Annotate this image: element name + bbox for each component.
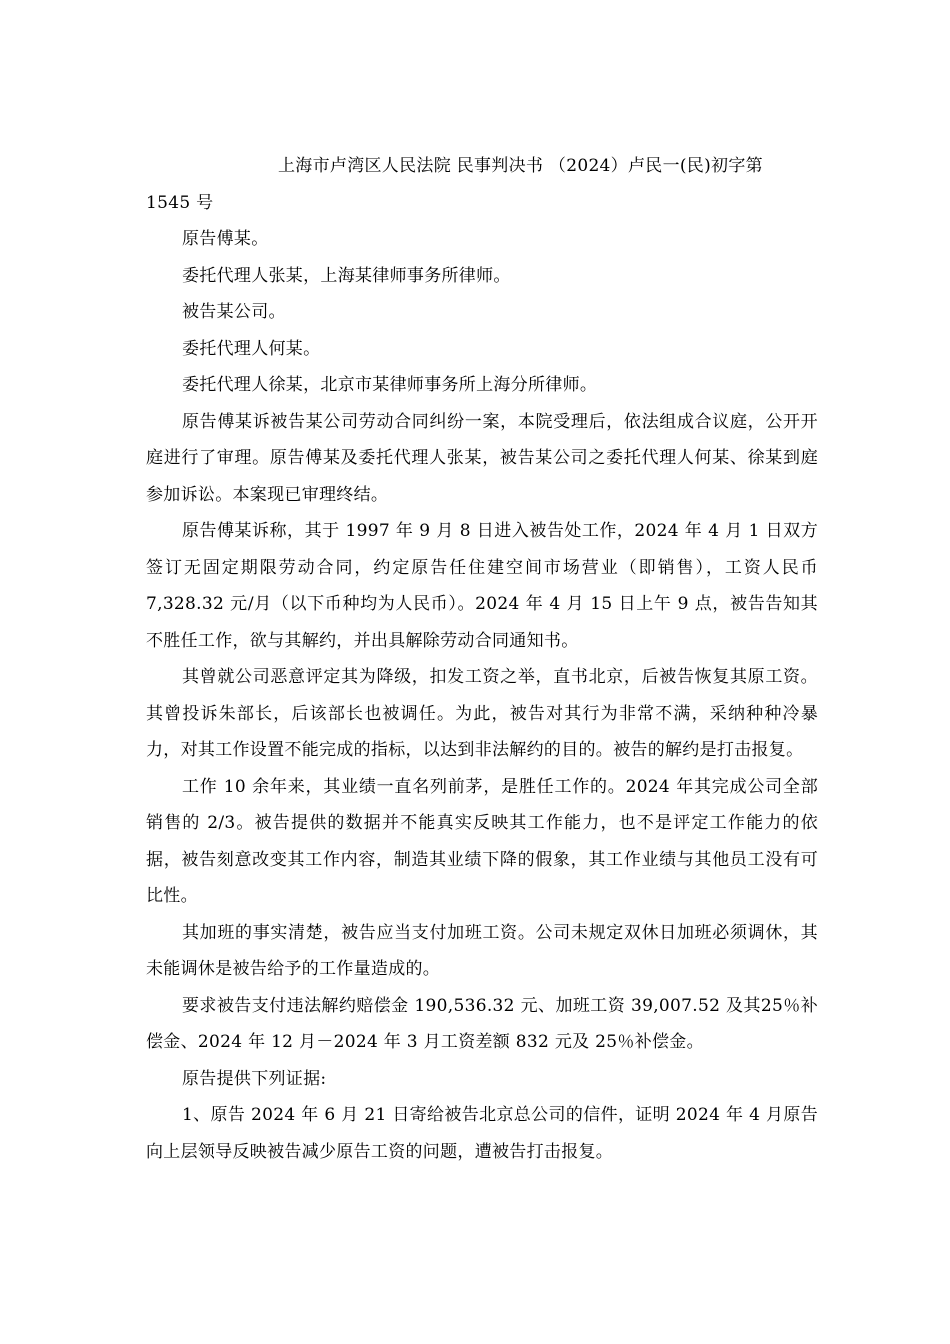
defendant-agent-line-2: 委托代理人徐某，北京市某律师事务所上海分所律师。 — [182, 375, 598, 395]
retaliation-paragraph: 其曾就公司恶意评定其为降级，扣发工资之举，直书北京，后被告恢复其原工资。其曾投诉朱部长，后该部长也被调任。为此，被告对其行为非常不满，采纳种种冷暴力，对其工作设置不能完成的指标，以达到非法解约的目的。被告的解约是打击报复。 — [146, 667, 818, 760]
plaintiff-line: 原告傅某。 — [182, 229, 269, 249]
document-body — [146, 148, 818, 1170]
overtime-paragraph: 其加班的事实清楚，被告应当支付加班工资。公司未规定双休日加班必须调休，其未能调休是被告给予的工作量造成的。 — [146, 922, 818, 979]
defendant-line: 被告某公司。 — [182, 302, 286, 322]
evidence-list — [146, 1097, 818, 1170]
demands-paragraph: 要求被告支付违法解约赔偿金 190,536.32 元、加班工资 39,007.52 及其25％补偿金、2024 年 12 月－2024 年 3 月工资差额 832 元及 25％补偿金。 — [146, 995, 818, 1052]
plaintiff-agent-line: 委托代理人张某，上海某律师事务所律师。 — [182, 265, 511, 286]
document-title: 上海市卢湾区人民法院 民事判决书 （2024）卢民一(民)初字第 — [278, 156, 763, 176]
evidence-item: 1、原告 2024 年 6 月 21 日寄给被告北京总公司的信件，证明 2024 年 4 月原告向上层领导反映被告减少原告工资的问题，遭被告打击报复。 — [146, 1105, 818, 1162]
evidence-heading: 原告提供下列证据: — [182, 1068, 327, 1089]
performance-paragraph: 工作 10 余年来，其业绩一直名列前茅，是胜任工作的。2024 年其完成公司全部销售的 2/3。被告提供的数据并不能真实反映其工作能力，也不是评定工作能力的依据，被告刻意改变其工作内容，制造其业绩下降的假象，其工作业绩与其他员工没有可比性。 — [146, 776, 818, 906]
case-intro-paragraph: 原告傅某诉被告某公司劳动合同纠纷一案，本院受理后，依法组成合议庭，公开开庭进行了审理。原告傅某及委托代理人张某，被告某公司之委托代理人何某、徐某到庭参加诉讼。本案现已审理终结。 — [146, 411, 818, 505]
defendant-agent-line-1: 委托代理人何某。 — [182, 338, 321, 359]
document-case-number: 1545 号 — [146, 192, 214, 213]
plaintiff-claim-paragraph: 原告傅某诉称，其于 1997 年 9 月 8 日进入被告处工作，2024 年 4 月 1 日双方签订无固定期限劳动合同，约定原告任住建空间市场营业（即销售），工资人民币 7,328.32 元/月（以下币种均为人民币）。2024 年 4 月 15 日上午 9 点，被告告知其不胜任工作，欲与其解约，并出具解除劳动合同通知书。 — [146, 521, 818, 651]
